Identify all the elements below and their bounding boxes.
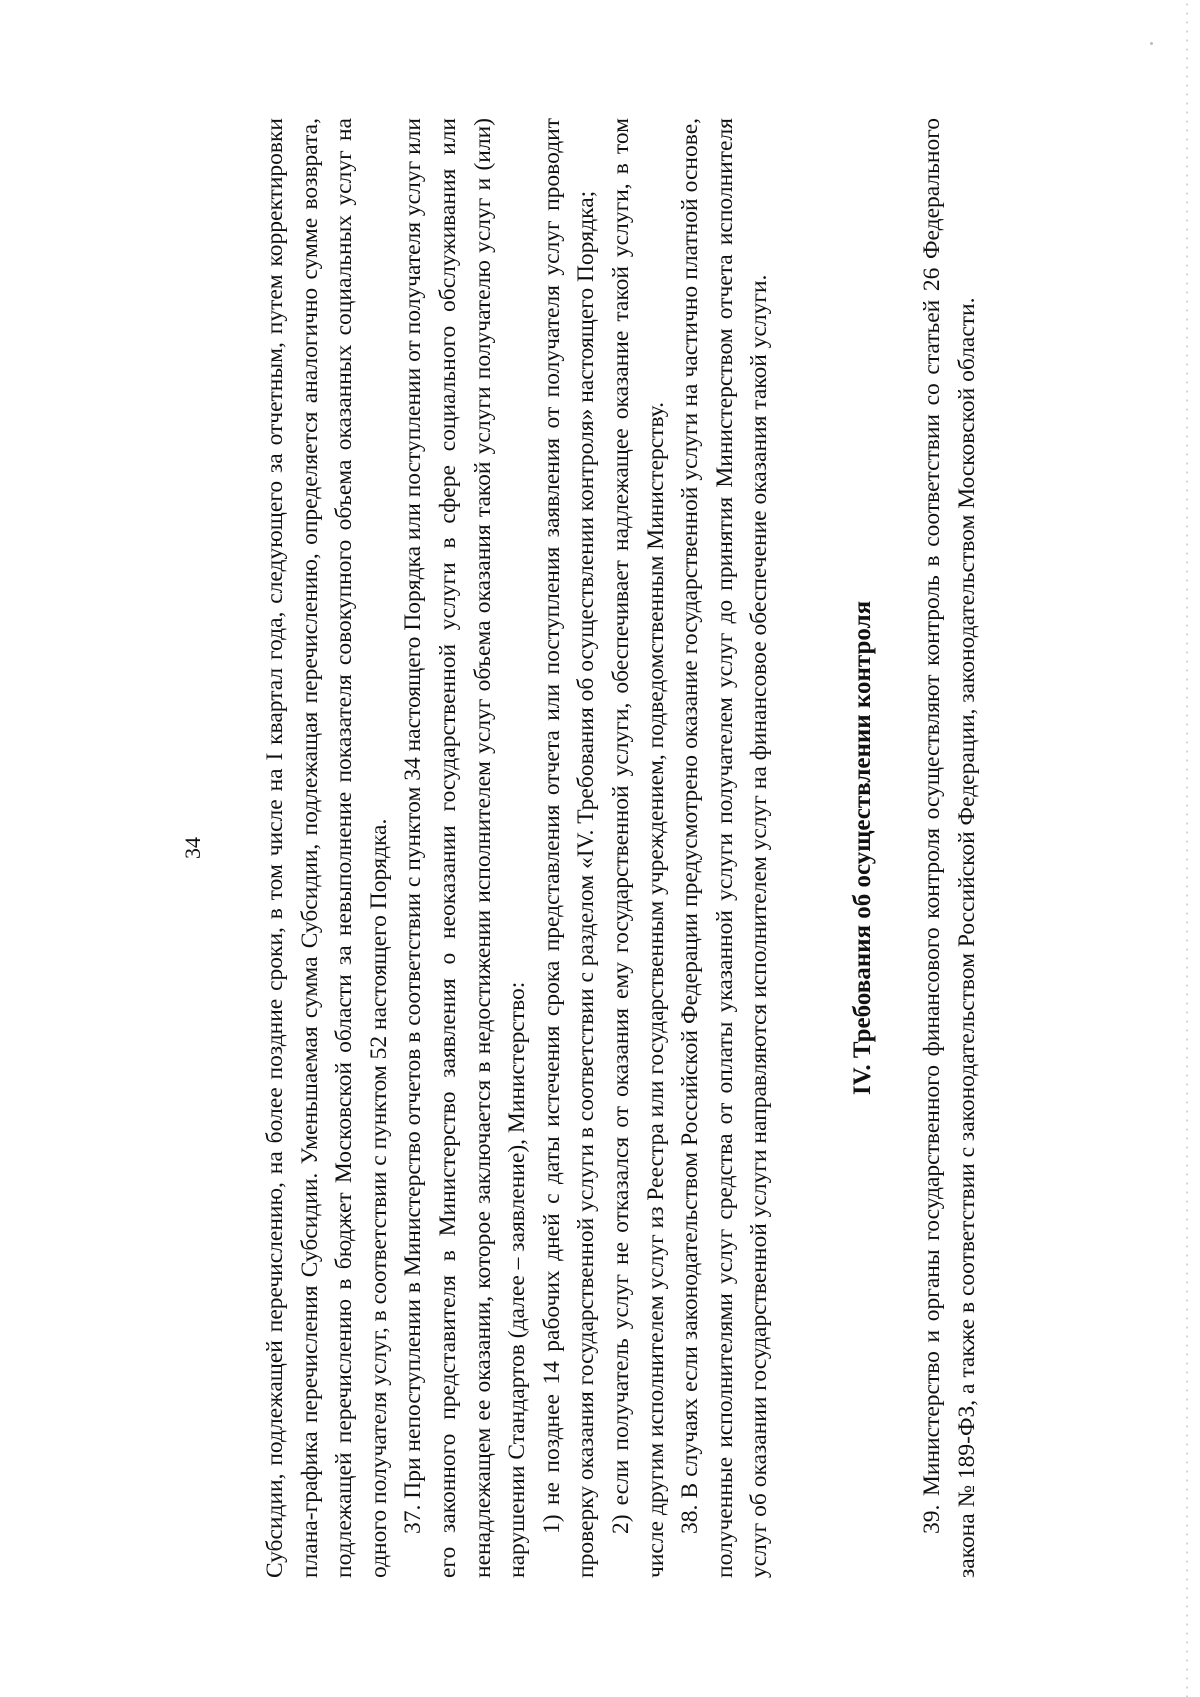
document-page (180, 118, 1020, 1578)
paragraph-item-1: 1) не позднее 14 рабочих дней с даты истечения срока представления отчета или поступления заявления от получателя услуг проводит проверку оказания государственной услуги в соответствии с разделом «IV. Требования об осуществлении контроля» настоящего Порядка; (538, 118, 600, 1578)
paragraph-clause-37: 37. При непоступлении в Министерство отчетов в соответствии с пунктом 34 настоящего Порядка или поступлении от получателя услуг или его законного представителя в Министерство заявления о неоказании государственной услуги в сфере социального обслуживания или ненадлежащем ее оказании, которое заключается в недостижении исполнителем услуг объема оказания такой услуги получателю услуг и (или) нарушении Стандартов (далее – заявление), Министерство: (400, 118, 531, 1578)
scan-speck (1150, 42, 1153, 45)
paragraph-continuation: Субсидии, подлежащей перечислению, на более поздние сроки, в том числе на I квартал года, следующего за отчетным, путем корректировки плана-графика перечисления Субсидии. Уменьшаемая сумма Субсидии, подлежащая перечислению, определяется аналогично сумме возврата, подлежащей перечислению в бюджет Московской области за невыполнение показателя совокупного объема оказанных социальных услуг на одного получателя услуг, в соответствии с пунктом 52 настоящего Порядка. (262, 118, 392, 1578)
document-body (258, 118, 984, 1578)
page-number: 34 (180, 837, 205, 859)
paragraph-clause-39: 39. Министерство и органы государственного финансового контроля осуществляют контроль в соответствии со статьей 26 Федерального закона № 189-ФЗ, а также в соответствии с законодательством Российской Федерации, законодательством Московской области. (918, 118, 980, 1578)
scan-edge-artifact (1184, 0, 1190, 1697)
paragraph-item-2: 2) если получатель услуг не отказался от оказания ему государственной услуги, обеспечивает надлежащее оказание такой услуги, в том числе другим исполнителем услуг из Реестра или государственным учреждением, подведомственным Министерству. (607, 118, 669, 1578)
paragraph-clause-38: 38. В случаях если законодательством Российской Федерации предусмотрено оказание государственной услуги на частично платной основе, полученные исполнителями услуг средства от оплаты указанной услуги получателем услуг до принятия Министерством отчета исполнителя услуг об оказании государственной услуги направляются исполнителем услуг на финансовое обеспечение оказания такой услуги. (677, 118, 773, 1578)
section-heading: IV. Требования об осуществлении контроля (848, 600, 876, 1096)
